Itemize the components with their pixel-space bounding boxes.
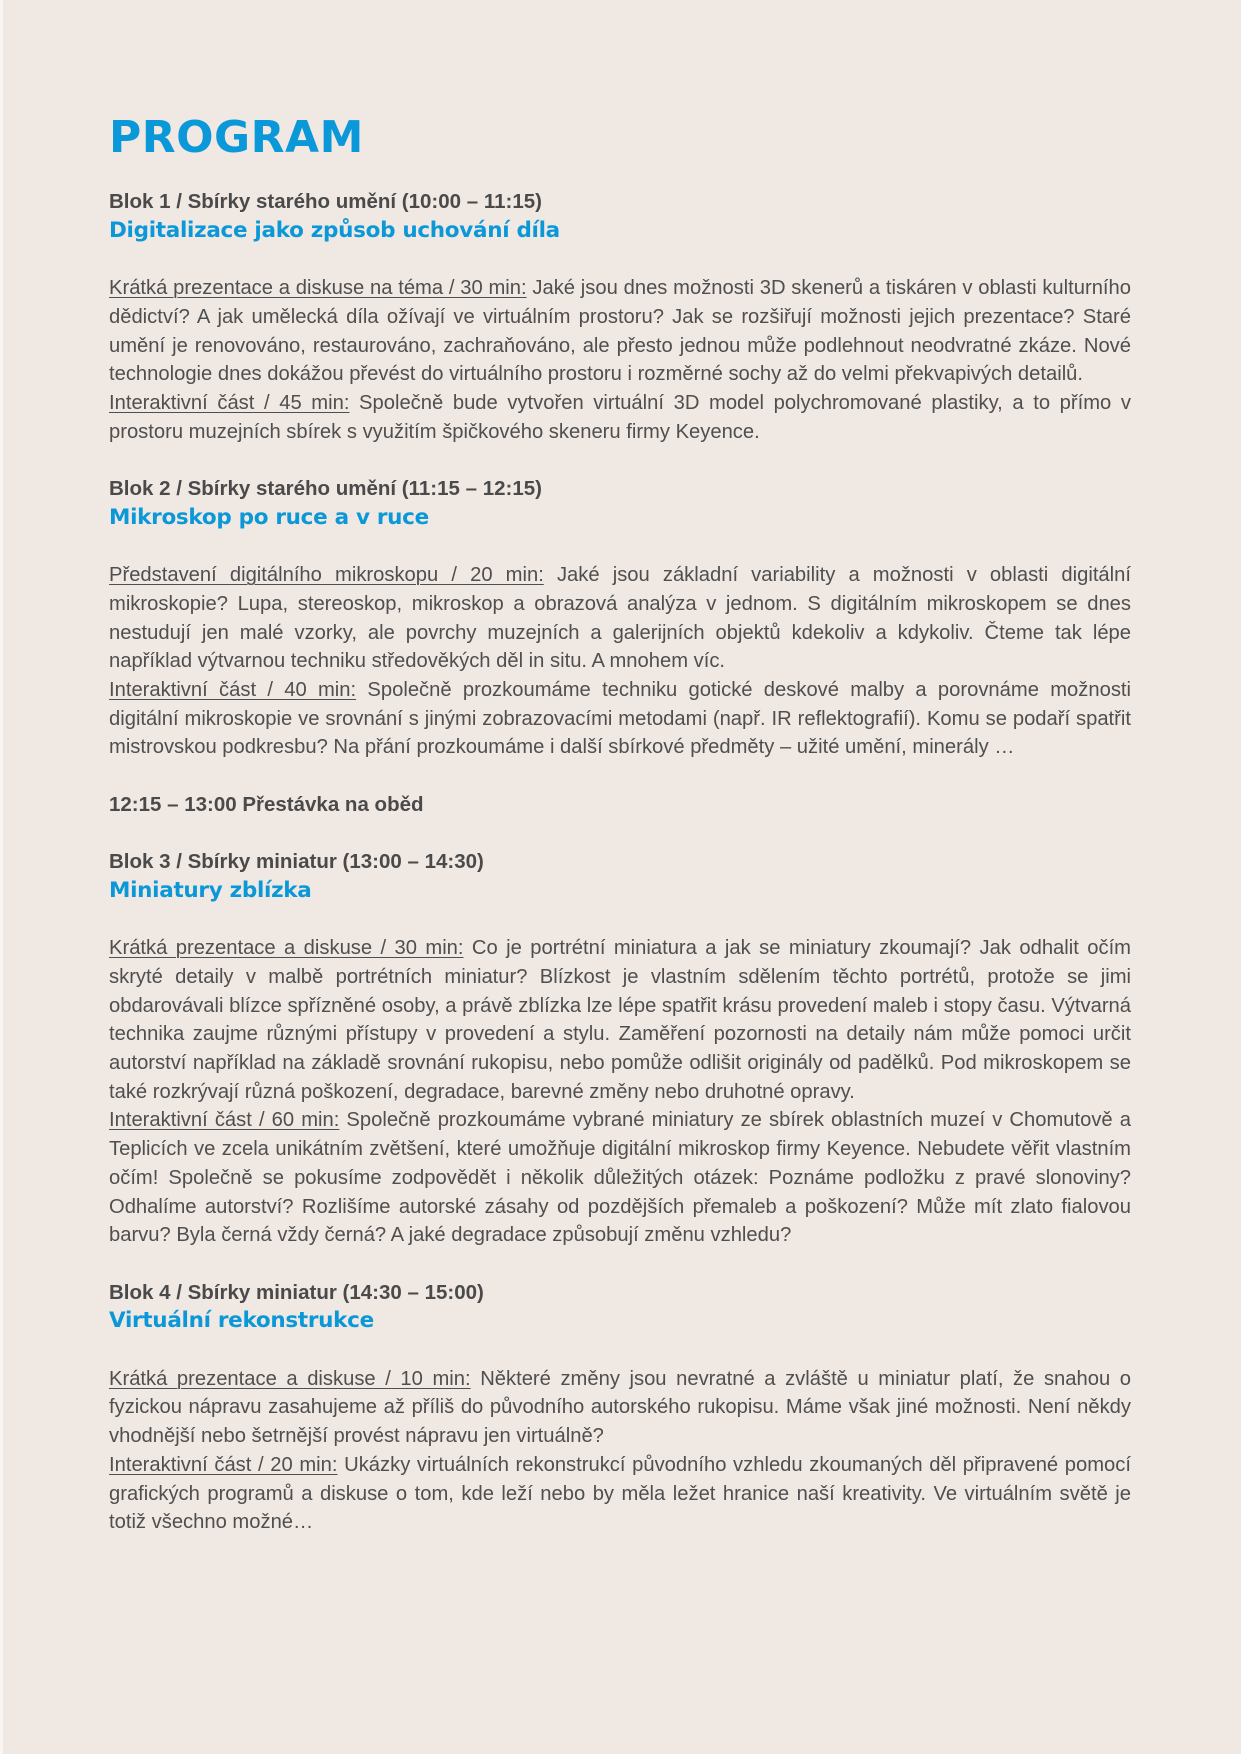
block-paragraph (109, 1365, 1131, 1451)
paragraph-text: Co je portrétní miniatura a jak se miniatury zkoumají? Jak odhalit očím skryté detaily v malbě portrétních miniatur? Blízkost je vlastním sdělením těchto portrétů, protože se jimi obdarovávali blízce spřízněné osoby, a právě zblízka lze lépe spatřit krásu provedení maleb i stopy času. Výtvarná technika zaujme různými přístupy v provedení a stylu. Zaměření pozornosti na detaily nám může pomoci určit autorství například na základě srovnání rukopisu, nebo pomůže odlišit originály od padělků. Pod mikroskopem se také rozkrývají různá poškození, degradace, barevné změny nebo druhotné opravy. (109, 937, 1131, 1103)
paragraph-lead: Představení digitálního mikroskopu / 20 min: (109, 564, 544, 587)
paragraph-lead: Interaktivní část / 60 min: (109, 1109, 340, 1132)
block-heading: Blok 2 / Sbírky starého umění (11:15 – 12:15) (109, 477, 542, 500)
block-subtitle: Virtuální rekonstrukce (109, 1308, 374, 1334)
paragraph-text: Ukázky virtuálních rekonstrukcí původního vzhledu zkoumaných děl připravené pomocí grafických programů a diskuse o tom, kde leží nebo by měla ležet hranice naší kreativity. Ve virtuálním světě je totiž všechno možné… (109, 1453, 1131, 1534)
block-paragraph (109, 1106, 1131, 1250)
block-paragraph (109, 389, 1131, 446)
block-subtitle: Digitalizace jako způsob uchování díla (109, 217, 560, 243)
block-subtitle: Mikroskop po ruce a v ruce (109, 504, 429, 530)
block-subtitle: Miniatury zblízka (109, 877, 312, 903)
paragraph-lead: Krátká prezentace a diskuse / 10 min: (109, 1367, 471, 1390)
paragraph-text: Společně prozkoumáme vybrané miniatury ze sbírek oblastních muzeí v Chomutově a Teplicích ve zcela unikátním zvětšení, které umožňuje digitální mikroskop firmy Keyence. Nebudete věřit vlastním očím! Společně se pokusíme zodpovědět i několik důležitých otázek: Poznáme podložku z pravé slonoviny? Odhalíme autorství? Rozlišíme autorské zásahy od pozdějších přemaleb a poškození? Může mít zlato fialovou barvu? Byla černá vždy černá? A jaké degradace způsobují změnu vzhledu? (109, 1109, 1131, 1247)
program-page (109, 108, 1131, 1566)
block-paragraph (109, 274, 1131, 389)
paragraph-text: Společně bude vytvořen virtuální 3D model polychromované plastiky, a to přímo v prostoru muzejních sbírek s využitím špičkového skeneru firmy Keyence. (109, 391, 1131, 443)
paragraph-text: Jaké jsou základní variability a možnosti v oblasti digitální mikroskopie? Lupa, stereoskop, mikroskop a obrazová analýza v jednom. S digitálním mikroskopem se dnes nestudují jen malé vzorky, ale povrchy muzejních a galerijních objektů kdekoliv a kdykoliv. Čteme tak lépe například výtvarnou techniku středověkých děl in situ. A mnohem víc. (109, 564, 1131, 673)
program-block-2 (109, 475, 1131, 762)
block-heading: Blok 3 / Sbírky miniatur (13:00 – 14:30) (109, 850, 484, 874)
block-paragraph (109, 561, 1131, 676)
paragraph-text: Některé změny jsou nevratné a zvláště u miniatur platí, že snahou o fyzickou nápravu zasahujeme až příliš do původního autorského rukopisu. Máme však jiné možnosti. Není někdy vhodnější nebo šetrnější provést nápravu jen virtuálně? (109, 1367, 1131, 1448)
page-edge (0, 0, 3, 1754)
paragraph-text: Společně prozkoumáme techniku gotické deskové malby a porovnáme možnosti digitální mikroskopie ve srovnání s jinými zobrazovacími metodami (např. IR reflektografií). Komu se podaří spatřit mistrovskou podkresbu? Na přání prozkoumáme i další sbírkové předměty – užité umění, minerály … (109, 678, 1132, 759)
paragraph-lead: Interaktivní část / 40 min: (109, 678, 357, 701)
block-paragraph (109, 934, 1131, 1106)
paragraph-lead: Interaktivní část / 45 min: (109, 391, 350, 414)
program-block-1 (109, 188, 1131, 446)
block-heading: Blok 1 / Sbírky starého umění (10:00 – 11:15) (109, 190, 542, 213)
program-block-3 (109, 848, 1131, 1250)
paragraph-lead: Interaktivní část / 20 min: (109, 1453, 338, 1476)
lunch-break: 12:15 – 13:00 Přestávka na oběd (109, 792, 424, 816)
paragraph-lead: Krátká prezentace a diskuse / 30 min: (109, 937, 464, 960)
block-paragraph (109, 1451, 1131, 1537)
paragraph-lead: Krátká prezentace a diskuse na téma / 30 min: (109, 277, 527, 300)
program-block-4 (109, 1279, 1131, 1537)
block-heading: Blok 4 / Sbírky miniatur (14:30 – 15:00) (109, 1280, 484, 1304)
page-title: PROGRAM (109, 112, 364, 163)
paragraph-text: Jaké jsou dnes možnosti 3D skenerů a tiskáren v oblasti kulturního dědictví? A jak umělecká díla ožívají ve virtuálním prostoru? Jak se rozšiřují možnosti jejich prezentace? Staré umění je renovováno, restaurováno, zachraňováno, ale přesto jednou může podlehnout neodvratné zkáze. Nové technologie dnes dokážou převést do virtuálního prostoru i rozměrné sochy až do velmi překvapivých detailů. (109, 277, 1131, 386)
block-paragraph (109, 676, 1131, 762)
